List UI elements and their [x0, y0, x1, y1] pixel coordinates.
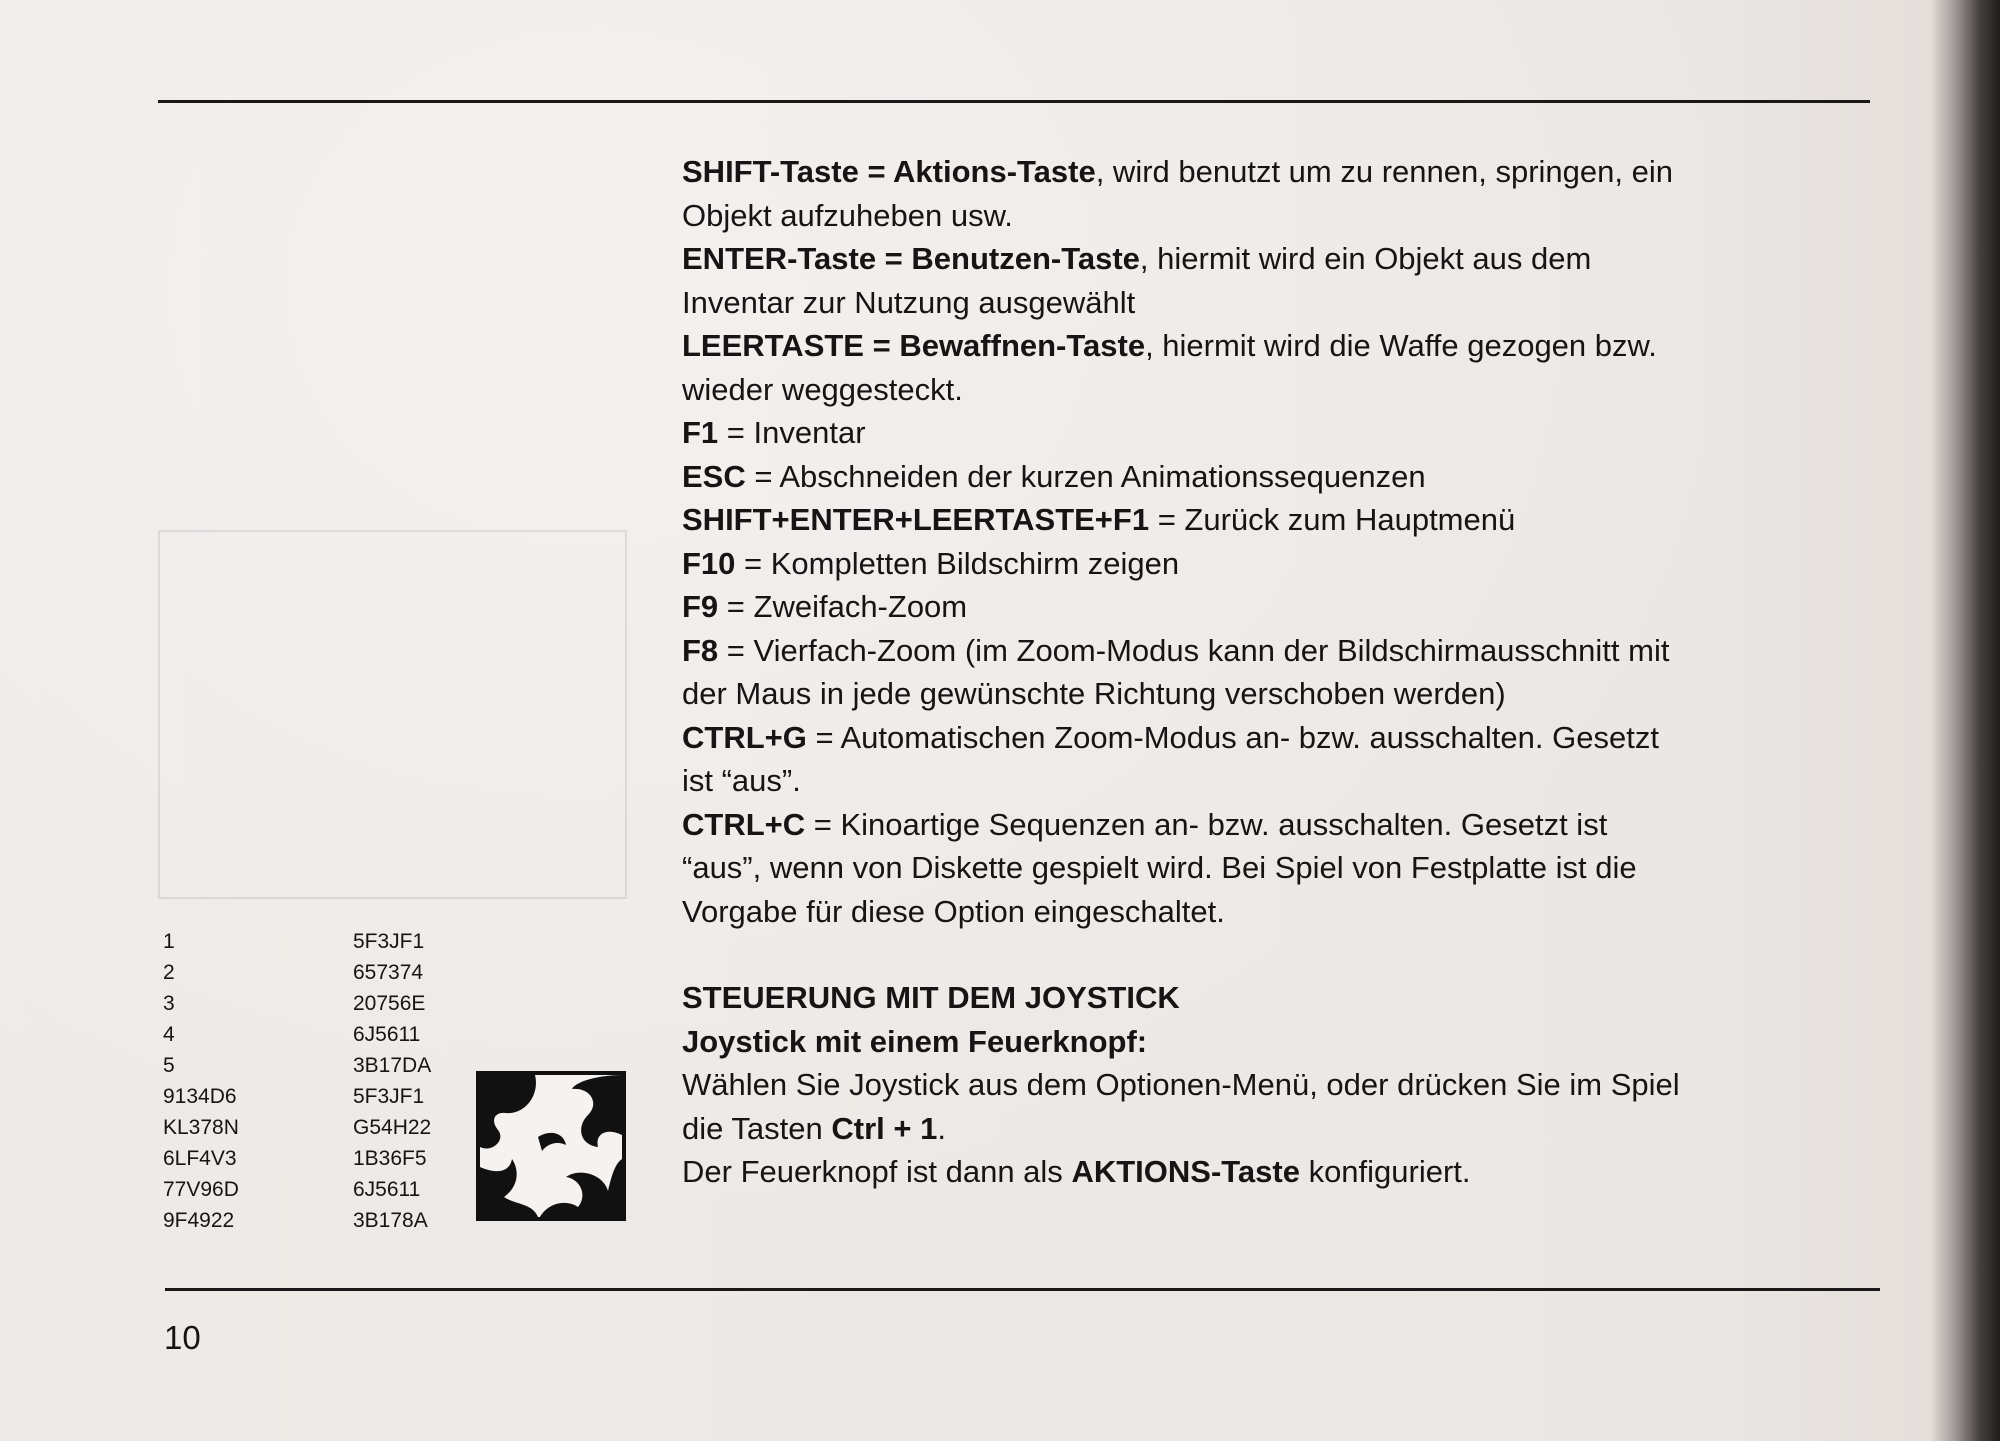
swirl-logo-icon: [480, 1075, 622, 1217]
code-right: 6J5611: [353, 1023, 421, 1046]
desc-ctrl-c: = Kinoartige Sequenzen an- bzw. ausschalten. Gesetzt ist: [805, 806, 1608, 842]
code-left: 3: [163, 992, 175, 1015]
code-row: [163, 957, 463, 988]
code-row: [163, 1081, 463, 1112]
joystick-subheading: [682, 1020, 1882, 1064]
bottom-rule: [165, 1288, 1880, 1291]
line-f8-cont: der Maus in jede gewünschte Richtung verschoben werden): [682, 676, 1506, 711]
joystick-heading-text: STEUERUNG MIT DEM JOYSTICK: [682, 980, 1180, 1015]
code-right: 5F3JF1: [353, 1085, 425, 1108]
code-row: [163, 1174, 463, 1205]
joystick-heading: [682, 976, 1882, 1020]
code-row: [163, 1050, 463, 1081]
firebutton-prefix: Der Feuerknopf ist dann als: [682, 1154, 1072, 1189]
code-right: 20756E: [353, 992, 426, 1015]
line-f10: [682, 542, 1882, 586]
code-right: 3B178A: [353, 1209, 428, 1232]
key-f9: F9: [682, 589, 719, 624]
code-left: 2: [163, 961, 175, 984]
line-joystick-1: Wählen Sie Joystick aus dem Optionen-Menü, oder drücken Sie im Spiel: [682, 1067, 1680, 1102]
desc-space: , hiermit wird die Waffe gezogen bzw.: [1145, 328, 1657, 363]
paragraph-gap: [682, 933, 1882, 976]
code-table: [163, 926, 463, 1236]
keyboard-controls-text: [682, 150, 1882, 1194]
key-enter: ENTER-Taste = Benutzen-Taste: [682, 241, 1140, 276]
code-right: 3B17DA: [353, 1054, 432, 1077]
code-right: 1B36F5: [353, 1147, 427, 1170]
joystick-keys-suffix: .: [937, 1110, 946, 1146]
key-esc: ESC: [682, 458, 746, 494]
line-f1: [682, 411, 1882, 455]
desc-enter: , hiermit wird ein Objekt aus dem: [1139, 241, 1592, 276]
key-ctrl-g: CTRL+G: [682, 719, 807, 755]
desc-ctrl-g: = Automatischen Zoom-Modus an- bzw. ausschalten. Gesetzt: [806, 719, 1659, 755]
decorative-logo: [476, 1071, 626, 1221]
page-number: 10: [164, 1319, 201, 1356]
line-enter: [682, 237, 1882, 281]
code-right: G54H22: [353, 1116, 432, 1139]
key-combo-menu: SHIFT+ENTER+LEERTASTE+F1: [682, 502, 1150, 537]
key-ctrl-1: Ctrl + 1: [831, 1110, 938, 1146]
key-f1: F1: [682, 415, 719, 450]
code-row: [163, 1112, 463, 1143]
line-ctrl-c: [682, 803, 1882, 847]
key-ctrl-c: CTRL+C: [682, 806, 806, 842]
desc-f10: = Kompletten Bildschirm zeigen: [735, 545, 1180, 581]
code-right: 5F3JF1: [353, 930, 425, 953]
desc-esc: = Abschneiden der kurzen Animationssequenzen: [745, 458, 1426, 494]
code-row: [163, 1143, 463, 1174]
line-shift-cont: Objekt aufzuheben usw.: [682, 197, 1013, 233]
line-ctrl-c-cont: “aus”, wenn von Diskette gespielt wird. Bei Spiel von Festplatte ist die: [682, 850, 1637, 885]
line-enter-cont: Inventar zur Nutzung ausgewählt: [682, 284, 1136, 320]
code-row: [163, 1205, 463, 1236]
line-ctrl-g: [682, 716, 1882, 760]
line-main-menu: [682, 498, 1882, 542]
line-f9: [682, 585, 1882, 629]
line-f8: [682, 629, 1882, 673]
key-f8: F8: [682, 632, 719, 668]
code-right: 657374: [353, 961, 424, 984]
line-joystick-3: [682, 1150, 1882, 1194]
page-edge-shadow: [1930, 0, 2000, 1441]
desc-f8: = Vierfach-Zoom (im Zoom-Modus kann der Bildschirmausschnitt mit: [718, 632, 1670, 668]
key-f10: F10: [682, 545, 736, 581]
desc-f1: = Inventar: [718, 415, 866, 450]
bleed-through-frame: [158, 530, 627, 899]
desc-f9: = Zweifach-Zoom: [718, 589, 968, 624]
line-space-cont: wieder weggesteckt.: [682, 371, 963, 407]
code-right: 6J5611: [353, 1178, 421, 1201]
line-shift: [682, 150, 1882, 194]
top-rule: [158, 100, 1870, 103]
code-left: 5: [163, 1054, 175, 1077]
line-space: [682, 324, 1882, 368]
code-left: 6LF4V3: [163, 1147, 237, 1170]
line-joystick-2: [682, 1107, 1882, 1151]
code-row: [163, 1019, 463, 1050]
code-left: 9134D6: [163, 1085, 237, 1108]
desc-combo-menu: = Zurück zum Hauptmenü: [1149, 502, 1516, 537]
code-row: [163, 926, 463, 957]
code-row: [163, 988, 463, 1019]
key-action: AKTIONS-Taste: [1071, 1154, 1300, 1189]
joystick-keys-prefix: die Tasten: [682, 1110, 832, 1146]
code-left: 77V96D: [163, 1178, 239, 1201]
key-shift: SHIFT-Taste = Aktions-Taste: [682, 154, 1096, 189]
code-left: 4: [163, 1023, 175, 1046]
line-esc: [682, 455, 1882, 499]
key-space: LEERTASTE = Bewaffnen-Taste: [682, 328, 1146, 363]
joystick-subheading-text: Joystick mit einem Feuerknopf:: [682, 1023, 1148, 1059]
line-ctrl-c-cont2: Vorgabe für diese Option eingeschaltet.: [682, 893, 1225, 929]
firebutton-suffix: konfiguriert.: [1299, 1154, 1471, 1189]
code-left: 9F4922: [163, 1209, 235, 1232]
code-left: KL378N: [163, 1116, 239, 1139]
desc-shift: , wird benutzt um zu rennen, springen, ein: [1095, 154, 1673, 189]
code-left: 1: [163, 930, 175, 953]
line-ctrl-g-cont: ist “aus”.: [682, 763, 801, 798]
